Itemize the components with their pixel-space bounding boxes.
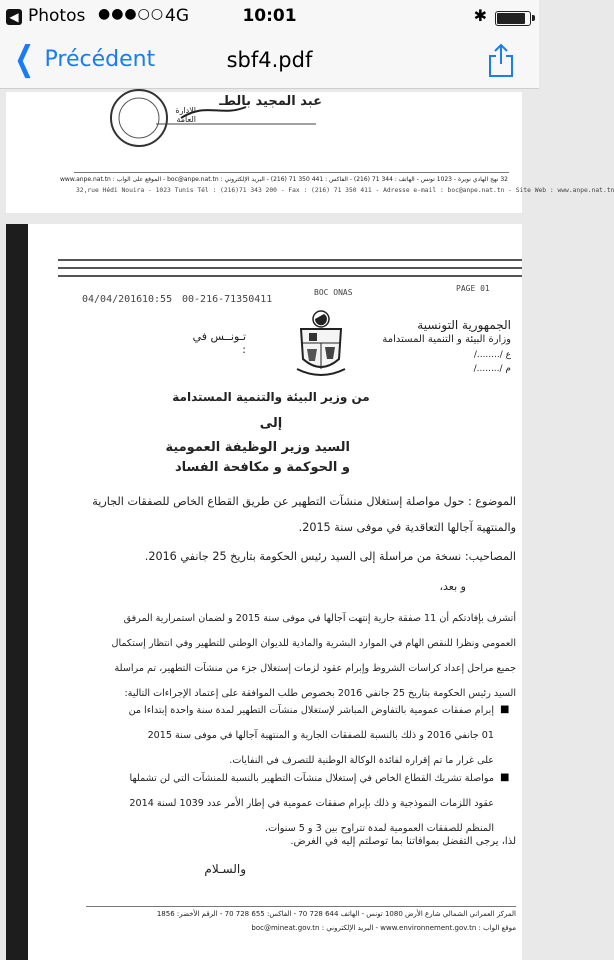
fax-number: 00-216-71350411 [182,294,273,305]
stamp-seal-text: الإدارة العامة [175,106,196,124]
subject-line-2: والمنتهية آجالها التعاقدية في موفى سنة 2015. [298,521,516,534]
status-bar [0,0,539,36]
back-button-label: Précédent [44,46,156,72]
recipient-line-1: السيد وزير الوظيفة العمومية [165,440,350,455]
sender-line: من وزير البيئة والتنمية المستدامة [172,390,370,404]
body-line: أتشرف بإفادتكم أن 11 صفقة جارية إنتهت آجالها في موفى سنة 2015 و لضمان استمرارية المرفق [123,613,516,624]
body-line: السيد رئيس الحكومة بتاريخ 25 جانفي 2016 بخصوص طلب الموافقة على إعتماد الإجراءات التالية: [124,688,516,699]
chevron-left-icon: ❮ [14,39,35,79]
footer-divider [86,906,516,907]
subject-line-1: الموضوع : حول مواصلة إستغلال منشآت التطهير عن طريق القطاع الخاص للصفقات الجارية [92,495,516,508]
signal-strength: ●●●○○ [98,6,165,22]
back-to-app-label[interactable]: Photos [28,6,86,26]
bullet-marker: ■ [500,772,510,783]
city-date-field: تـونــس في : [192,330,246,356]
fax-rule-1 [58,259,522,261]
battery-level [497,13,525,24]
salutation: والسـلام [204,862,246,876]
footer-divider [74,172,509,173]
fax-date: 04/04/2016 [82,294,143,305]
header-ref-2: م /......../ [473,364,511,374]
bluetooth-icon: ✱ [473,6,487,25]
header-ref-1: ع /......../ [473,350,511,360]
page1-footer-arabic: 32 نهج الهادي نويرة - 1023 تونس - الهاتف : 344 71 (216) - الفاكس : 441 350 71 (216) - البريد الإلكتروني : boc@anpe.nat.tn - الموقع على الواب : www.anpe.nat.tn [60,176,508,183]
bullet-item-1 [86,698,494,773]
battery-icon [495,11,531,26]
stamp-name: عبد المجيد بالطـ [219,94,322,109]
fax-time: 10:55 [142,294,173,305]
page2-footer-line-1: المركز العمراني الشمالي شارع الأرض 1080 تونس - الهاتف 644 728 70 - الفاكس: 655 728 70 - الرقم الأخضر: 1856 [156,910,516,918]
body-line: جميع مراحل إعداد كراسات الشروط وإبرام عقود لزمات إستغلال جزء من منشآت التطهير، تم مراسلة [114,663,516,674]
fax-rule-2 [58,267,522,269]
scan-shadow-edge [6,224,28,960]
official-stamp [6,92,614,213]
bullet-line: على غرار ما تم إقراره لفائدة الوكالة الوطنية للتصرف في النفايات. [229,755,494,766]
fax-page: PAGE 01 [456,284,490,293]
bullet-line: المنظم للصفقات العمومية لمدة تتراوح بين 3 و 5 سنوات. [265,823,494,834]
body-paragraph [86,606,516,706]
tunisia-coat-of-arms [291,309,351,379]
attachment-line: المصاحيب: نسخة من مراسلة إلى السيد رئيس الحكومة بتاريخ 25 جانفي 2016. [144,550,516,563]
share-icon[interactable] [487,42,515,78]
pdf-page-1[interactable] [6,92,614,213]
body-line: العمومي ونظرا للنقص الهام في الموارد البشرية والمادية للديوان الوطني للتطهير وفي انتظار إستكمال [111,638,516,649]
bullet-line: 01 جانفي 2016 و ذلك بالنسبة للصفقات الجارية و المنتهية آجالها في موفى سنة 2015 [147,730,494,741]
pdf-page-2[interactable] [6,224,522,960]
page2-footer-line-2: موقع الواب : www.environnement.gov.tn - البريد الإلكتروني : boc@mineat.gov.tn [251,924,516,932]
document-title: sbf4.pdf [226,48,313,72]
recipient-line-2: و الحوكمة و مكافحة الفساد [174,460,350,475]
to-line: إلى [259,416,283,431]
network-type: 4G [165,6,189,26]
closing-request: لذا، يرجى التفضل بموافاتنا بما توصلتم إليه في الغرض. [290,836,516,847]
fax-sender: BOC ONAS [314,288,353,297]
fax-rule-3 [58,275,522,277]
greeting: و بعد، [439,580,466,593]
header-republic: الجمهورية التونسية [417,318,511,332]
clock: 10:01 [242,6,297,26]
back-to-app-icon[interactable]: ◀ [6,9,22,25]
bullet-line: عقود اللزمات النموذجية و ذلك بإبرام صفقات عمومية في إطار الأمر عدد 1039 لسنة 2014 [129,798,494,809]
header-ministry: وزارة البيئة و التنمية المستدامة [382,334,511,345]
bullet-line: مواصلة تشريك القطاع الخاص في إستغلال منشآت التطهير بالنسبة للمنشآت التي لن تشملها [129,773,494,784]
bullet-item-2 [86,766,494,841]
bullet-marker: ■ [500,704,510,715]
navigation-bar [0,36,539,89]
page1-footer-latin: 32,rue Hédi Nouira - 1023 Tunis Tél : (216)71 343 200 - Fax : (216) 71 350 411 - Adresse e-mail : boc@anpe.nat.tn - Site Web : www.anpe.nat.tn [76,187,614,194]
bullet-line: إبرام صفقات عمومية بالتفاوض المباشر لإستغلال منشآت التطهير لمدة سنة واحدة إبتداءا من [128,705,494,716]
